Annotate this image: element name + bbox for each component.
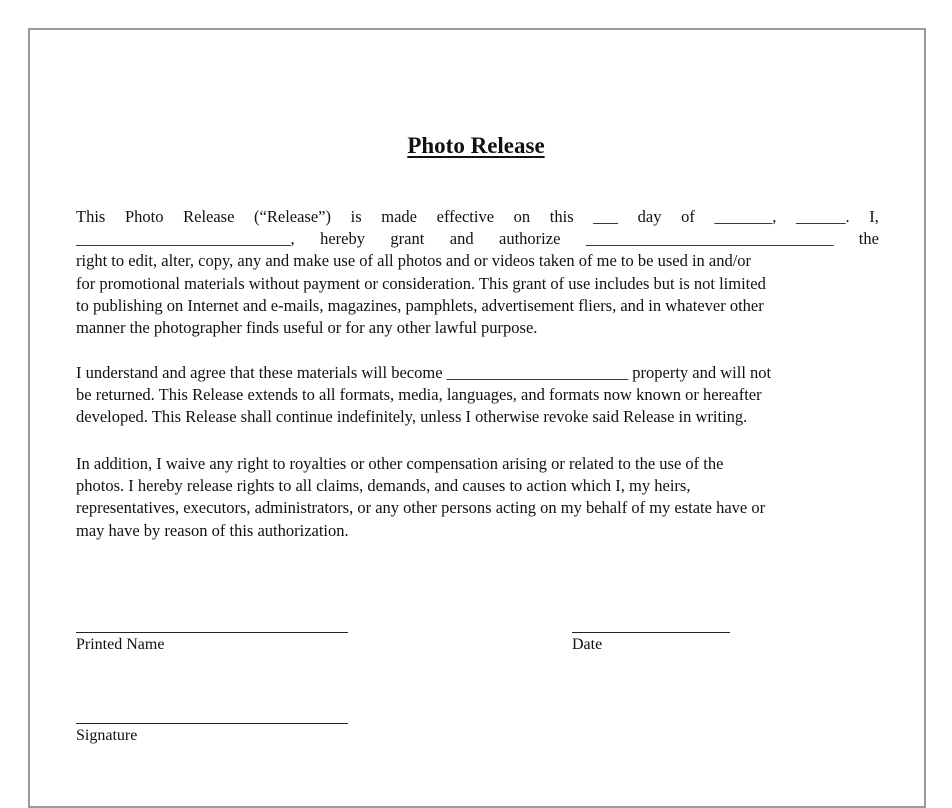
word: Photo	[124, 207, 164, 226]
photographer-blank[interactable]: ______________________________	[585, 229, 834, 249]
paragraph-3-line-1: In addition, I waive any right to royalties or other compensation arising or related to the use of the	[76, 454, 724, 473]
release-paragraph-2	[76, 362, 879, 429]
printed-name-line[interactable]	[76, 632, 348, 633]
word: the	[858, 229, 879, 249]
word: Release	[183, 207, 235, 226]
date-line[interactable]	[572, 632, 730, 633]
word: made	[381, 207, 417, 226]
paragraph-2-line-2: be returned. This Release extends to all formats, media, languages, and formats now known or hereafter	[76, 385, 762, 405]
paragraph-1-line-5: to publishing on Internet and e-mails, magazines, pamphlets, advertisement fliers, and in whatever other	[76, 295, 764, 315]
signature-label: Signature	[76, 727, 138, 744]
word: and	[449, 229, 474, 249]
month-blank[interactable]: _______,	[714, 207, 777, 226]
date-label: Date	[572, 636, 603, 653]
release-paragraph-1	[76, 206, 879, 339]
paragraph-1-line-2	[76, 228, 879, 250]
printed-name-label: Printed Name	[76, 636, 165, 653]
word: authorize	[499, 229, 561, 249]
word: on	[513, 207, 531, 226]
document-title: Photo Release	[407, 133, 545, 158]
word: effective	[436, 207, 495, 226]
word: hereby	[320, 229, 365, 249]
paragraph-3-line-3: representatives, executors, administrators, or any other persons acting on my behalf of my estate have or	[76, 498, 766, 518]
word: I,	[869, 207, 879, 226]
word: of	[681, 207, 695, 226]
word: day	[637, 207, 662, 226]
release-paragraph-3	[76, 453, 879, 542]
name-blank[interactable]: __________________________,	[76, 229, 295, 249]
day-blank[interactable]: ___	[593, 207, 618, 226]
word: this	[549, 207, 574, 226]
word: is	[350, 207, 362, 226]
paragraph-2-line-3: developed. This Release shall continue indefinitely, unless I otherwise revoke said Release in writing.	[76, 407, 748, 427]
word: grant	[390, 229, 425, 249]
paragraph-1-line-4: for promotional materials without payment or consideration. This grant of use includes but is not limited	[76, 273, 766, 293]
paragraph-3-line-2: photos. I hereby release rights to all claims, demands, and causes to action which I, my heirs,	[76, 476, 691, 496]
signature-line[interactable]	[76, 723, 348, 724]
paragraph-1-line-6: manner the photographer finds useful or for any other lawful purpose.	[76, 318, 538, 338]
year-blank[interactable]: ______.	[795, 207, 850, 226]
word: This	[76, 207, 106, 226]
paragraph-1-line-3: right to edit, alter, copy, any and make use of all photos and or videos taken of me to be used in and/or	[76, 251, 752, 271]
paragraph-1-line-1	[76, 206, 879, 228]
paragraph-3-line-4: may have by reason of this authorization.	[76, 520, 349, 540]
word: (“Release”)	[254, 207, 331, 226]
paragraph-2-line-1: I understand and agree that these materials will become ______________________ property and will not	[76, 363, 772, 382]
